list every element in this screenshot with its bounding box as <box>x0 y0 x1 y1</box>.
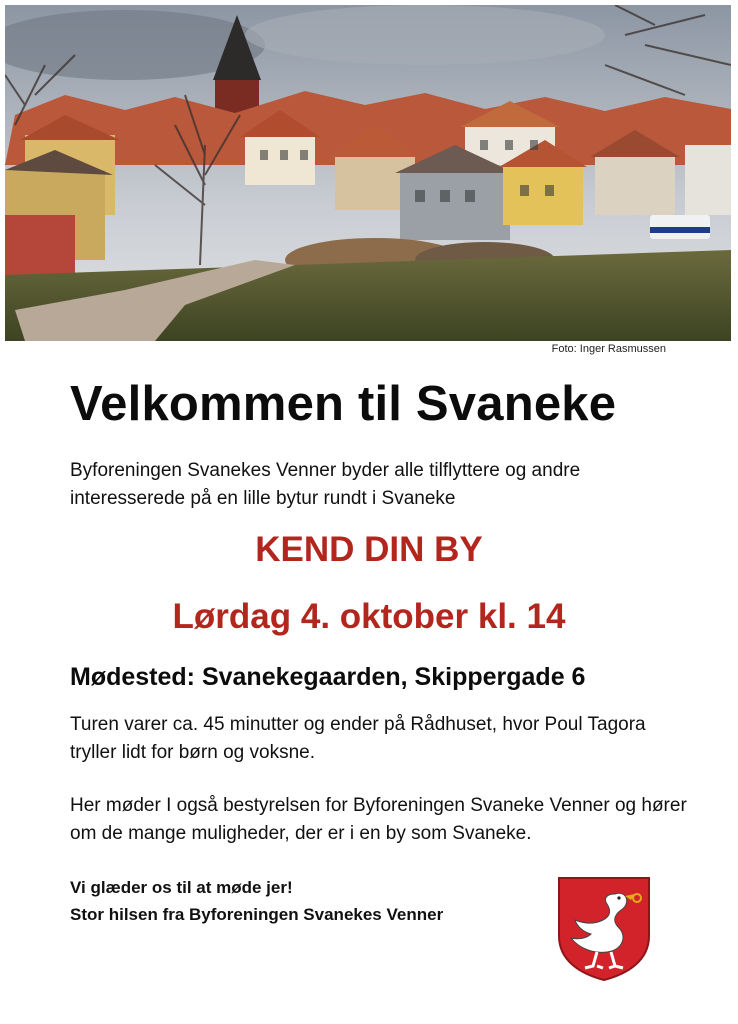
town-photo <box>5 5 731 341</box>
tour-description: Turen varer ca. 45 minutter og ender på Rådhuset, hvor Poul Tagora tryller lidt for børn og voksne. <box>70 714 646 763</box>
event-name: KEND DIN BY <box>255 530 483 569</box>
closing-greeting <box>70 874 540 928</box>
event-date: Lørdag 4. oktober kl. 14 <box>172 597 566 636</box>
closing-line-1: Vi glæder os til at møde jer! <box>70 878 293 897</box>
svaneke-coat-of-arms-icon <box>557 876 651 982</box>
page-title: Velkommen til Svaneke <box>70 377 617 431</box>
intro-text: Byforeningen Svanekes Venner byder alle tilflyttere og andre interesserede på en lille bytur rundt i Svaneke <box>70 460 581 509</box>
meeting-place: Mødested: Svanekegaarden, Skippergade 6 <box>70 663 586 691</box>
board-description: Her møder I også bestyrelsen for Byforeningen Svaneke Venner og hører om de mange muligheder, der er i en by som Svaneke. <box>70 795 687 844</box>
closing-line-2: Stor hilsen fra Byforeningen Svanekes Venner <box>70 905 444 924</box>
photo-credit: Foto: Inger Rasmussen <box>551 343 666 355</box>
